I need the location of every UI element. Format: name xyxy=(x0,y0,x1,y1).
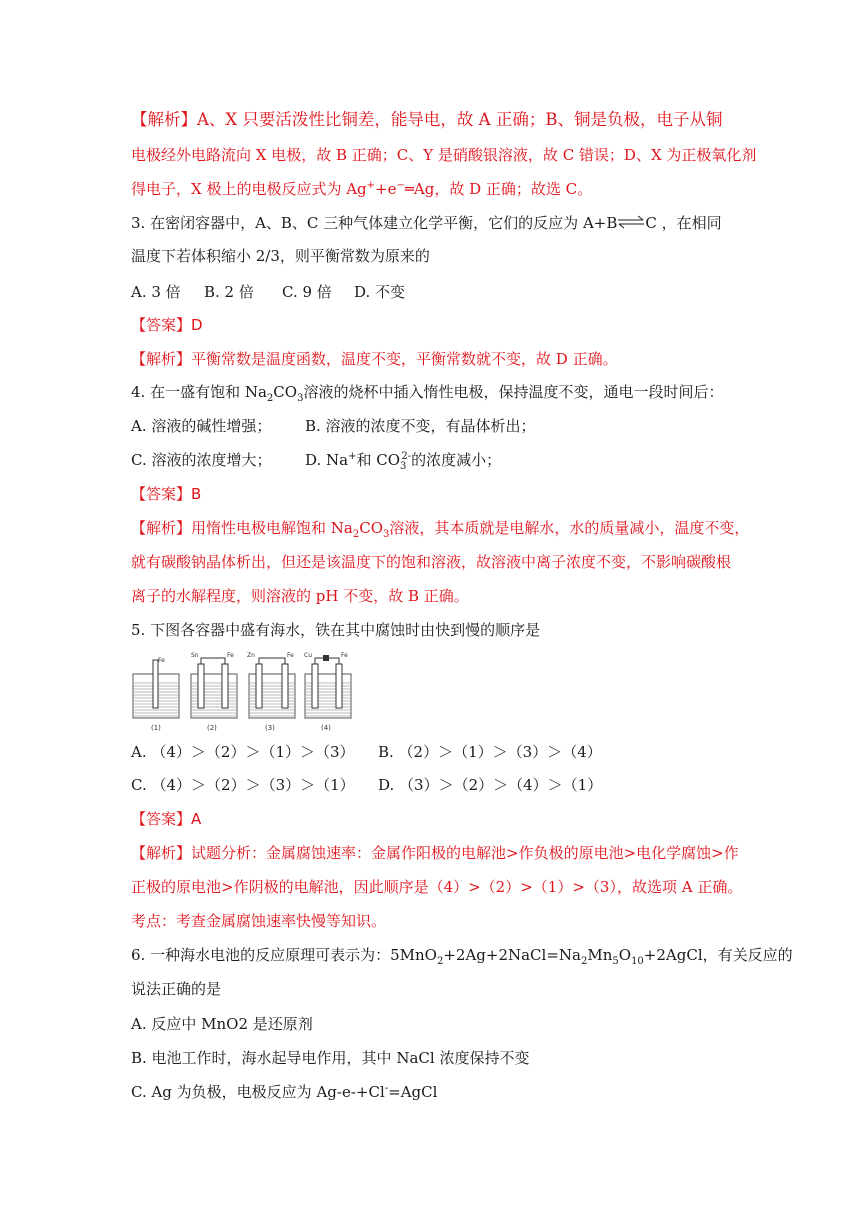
beaker-4 xyxy=(304,652,351,732)
q4-option-b: B. 溶液的浓度不变，有晶体析出； xyxy=(305,417,536,435)
svg-text:Zn: Zn xyxy=(247,652,255,659)
equilibrium-arrow-icon xyxy=(617,215,645,229)
q6-option-c: C. Ag 为负极，电极反应为 Ag-e-+Cl-=AgCl xyxy=(131,1083,438,1101)
svg-text:(2): (2) xyxy=(207,724,217,732)
q5-option-a: A. （4）＞（2）＞（1）＞（3） xyxy=(131,743,355,761)
corrosion-beakers-figure xyxy=(131,652,353,732)
q4-option-d: D. Na+和 $CO_3^{2-}$的浓度减小； xyxy=(305,451,502,472)
beaker-3 xyxy=(247,652,295,732)
q2-analysis-line-1: 【解析】A、X 只要活泼性比铜差，能导电，故 A 正确；B、铜是负极，电子从铜 xyxy=(131,110,723,129)
q5-stem: 5. 下图各容器中盛有海水，铁在其中腐蚀时由快到慢的顺序是 xyxy=(131,621,541,639)
q5-option-d: D. （3）＞（2）＞（4）＞（1） xyxy=(378,776,603,794)
svg-text:Sn: Sn xyxy=(191,652,199,659)
analysis-tag: 【解析】 xyxy=(131,110,197,129)
q3-option-c: C. 9 倍 xyxy=(282,283,332,301)
q3-option-a: A. 3 倍 xyxy=(131,283,181,301)
q3-stem-line-2: 温度下若体积缩小 2/3，则平衡常数为原来的 xyxy=(131,247,430,265)
q4-option-a: A. 溶液的碱性增强； xyxy=(131,417,272,435)
q6-stem-line-2: 说法正确的是 xyxy=(131,980,222,998)
q5-answer: 【答案】A xyxy=(131,810,202,828)
svg-text:(3): (3) xyxy=(265,724,275,732)
q3-stem-line-1: 3. 在密闭容器中，A、B、C 三种气体建立化学平衡，它们的反应为 A+B C ，在相同 xyxy=(131,214,722,232)
q6-option-a: A. 反应中 MnO2 是还原剂 xyxy=(131,1015,313,1033)
q5-option-b: B. （2）＞（1）＞（3）＞（4） xyxy=(378,743,602,761)
beaker-2 xyxy=(191,652,237,732)
svg-text:Fe: Fe xyxy=(287,652,294,659)
q5-option-c: C. （4）＞（2）＞（3）＞（1） xyxy=(131,776,355,794)
svg-text:Fe: Fe xyxy=(227,652,234,659)
q5-analysis-line-3: 考点：考查金属腐蚀速率快慢等知识。 xyxy=(131,912,387,930)
q2-analysis-line-2: 电极经外电路流向 X 电极，故 B 正确；C、Y 是硝酸银溶液，故 C 错误；D、X 为正极氧化剂 xyxy=(131,146,757,164)
q3-analysis: 【解析】平衡常数是温度函数，温度不变，平衡常数就不变，故 D 正确。 xyxy=(131,350,618,368)
q4-answer: 【答案】B xyxy=(131,485,202,503)
q4-option-c: C. 溶液的浓度增大； xyxy=(131,451,272,469)
q5-analysis-line-2: 正极的原电池>作阴极的电解池，因此顺序是（4）>（2）>（1）>（3），故选项 A 正确。 xyxy=(131,878,743,896)
fig-label-fe: Fe xyxy=(158,657,165,664)
q3-option-b: B. 2 倍 xyxy=(204,283,254,301)
svg-text:(1): (1) xyxy=(151,724,161,732)
q4-analysis-line-3: 离子的水解程度，则溶液的 pH 不变，故 B 正确。 xyxy=(131,587,469,605)
q5-analysis-line-1: 【解析】试题分析：金属腐蚀速率：金属作阳极的电解池>作负极的原电池>电化学腐蚀>作 xyxy=(131,844,739,862)
q4-analysis-line-1: 【解析】用惰性电极电解饱和 $Na_2CO_3$溶液，其本质就是电解水，水的质量减小，温度不变， xyxy=(131,519,750,540)
beaker-1 xyxy=(133,657,179,732)
q4-stem: 4. 在一盛有饱和 $Na_2CO_3$溶液的烧杯中插入惰性电极，保持温度不变，通电一段时间后： xyxy=(131,383,724,404)
svg-text:(4): (4) xyxy=(321,724,331,732)
q4-analysis-line-2: 就有碳酸钠晶体析出，但还是该温度下的饱和溶液，故溶液中离子浓度不变，不影响碳酸根 xyxy=(131,553,732,571)
q2-analysis-line-3: 得电子，X 极上的电极反应式为 Ag++e−═Ag，故 D 正确；故选 C。 xyxy=(131,180,593,198)
svg-text:Fe: Fe xyxy=(341,652,348,659)
q3-answer: 【答案】D xyxy=(131,316,203,334)
q6-stem-line-1: 6. 一种海水电池的反应原理可表示为：$5MnO_2+2Ag+2NaCl=Na_2Mn_5O_{10}+2AgCl$，有关反应的 xyxy=(131,946,793,967)
q3-option-d: D. 不变 xyxy=(354,283,406,301)
q6-option-b: B. 电池工作时，海水起导电作用，其中 NaCl 浓度保持不变 xyxy=(131,1049,530,1067)
svg-text:Cu: Cu xyxy=(304,652,312,659)
